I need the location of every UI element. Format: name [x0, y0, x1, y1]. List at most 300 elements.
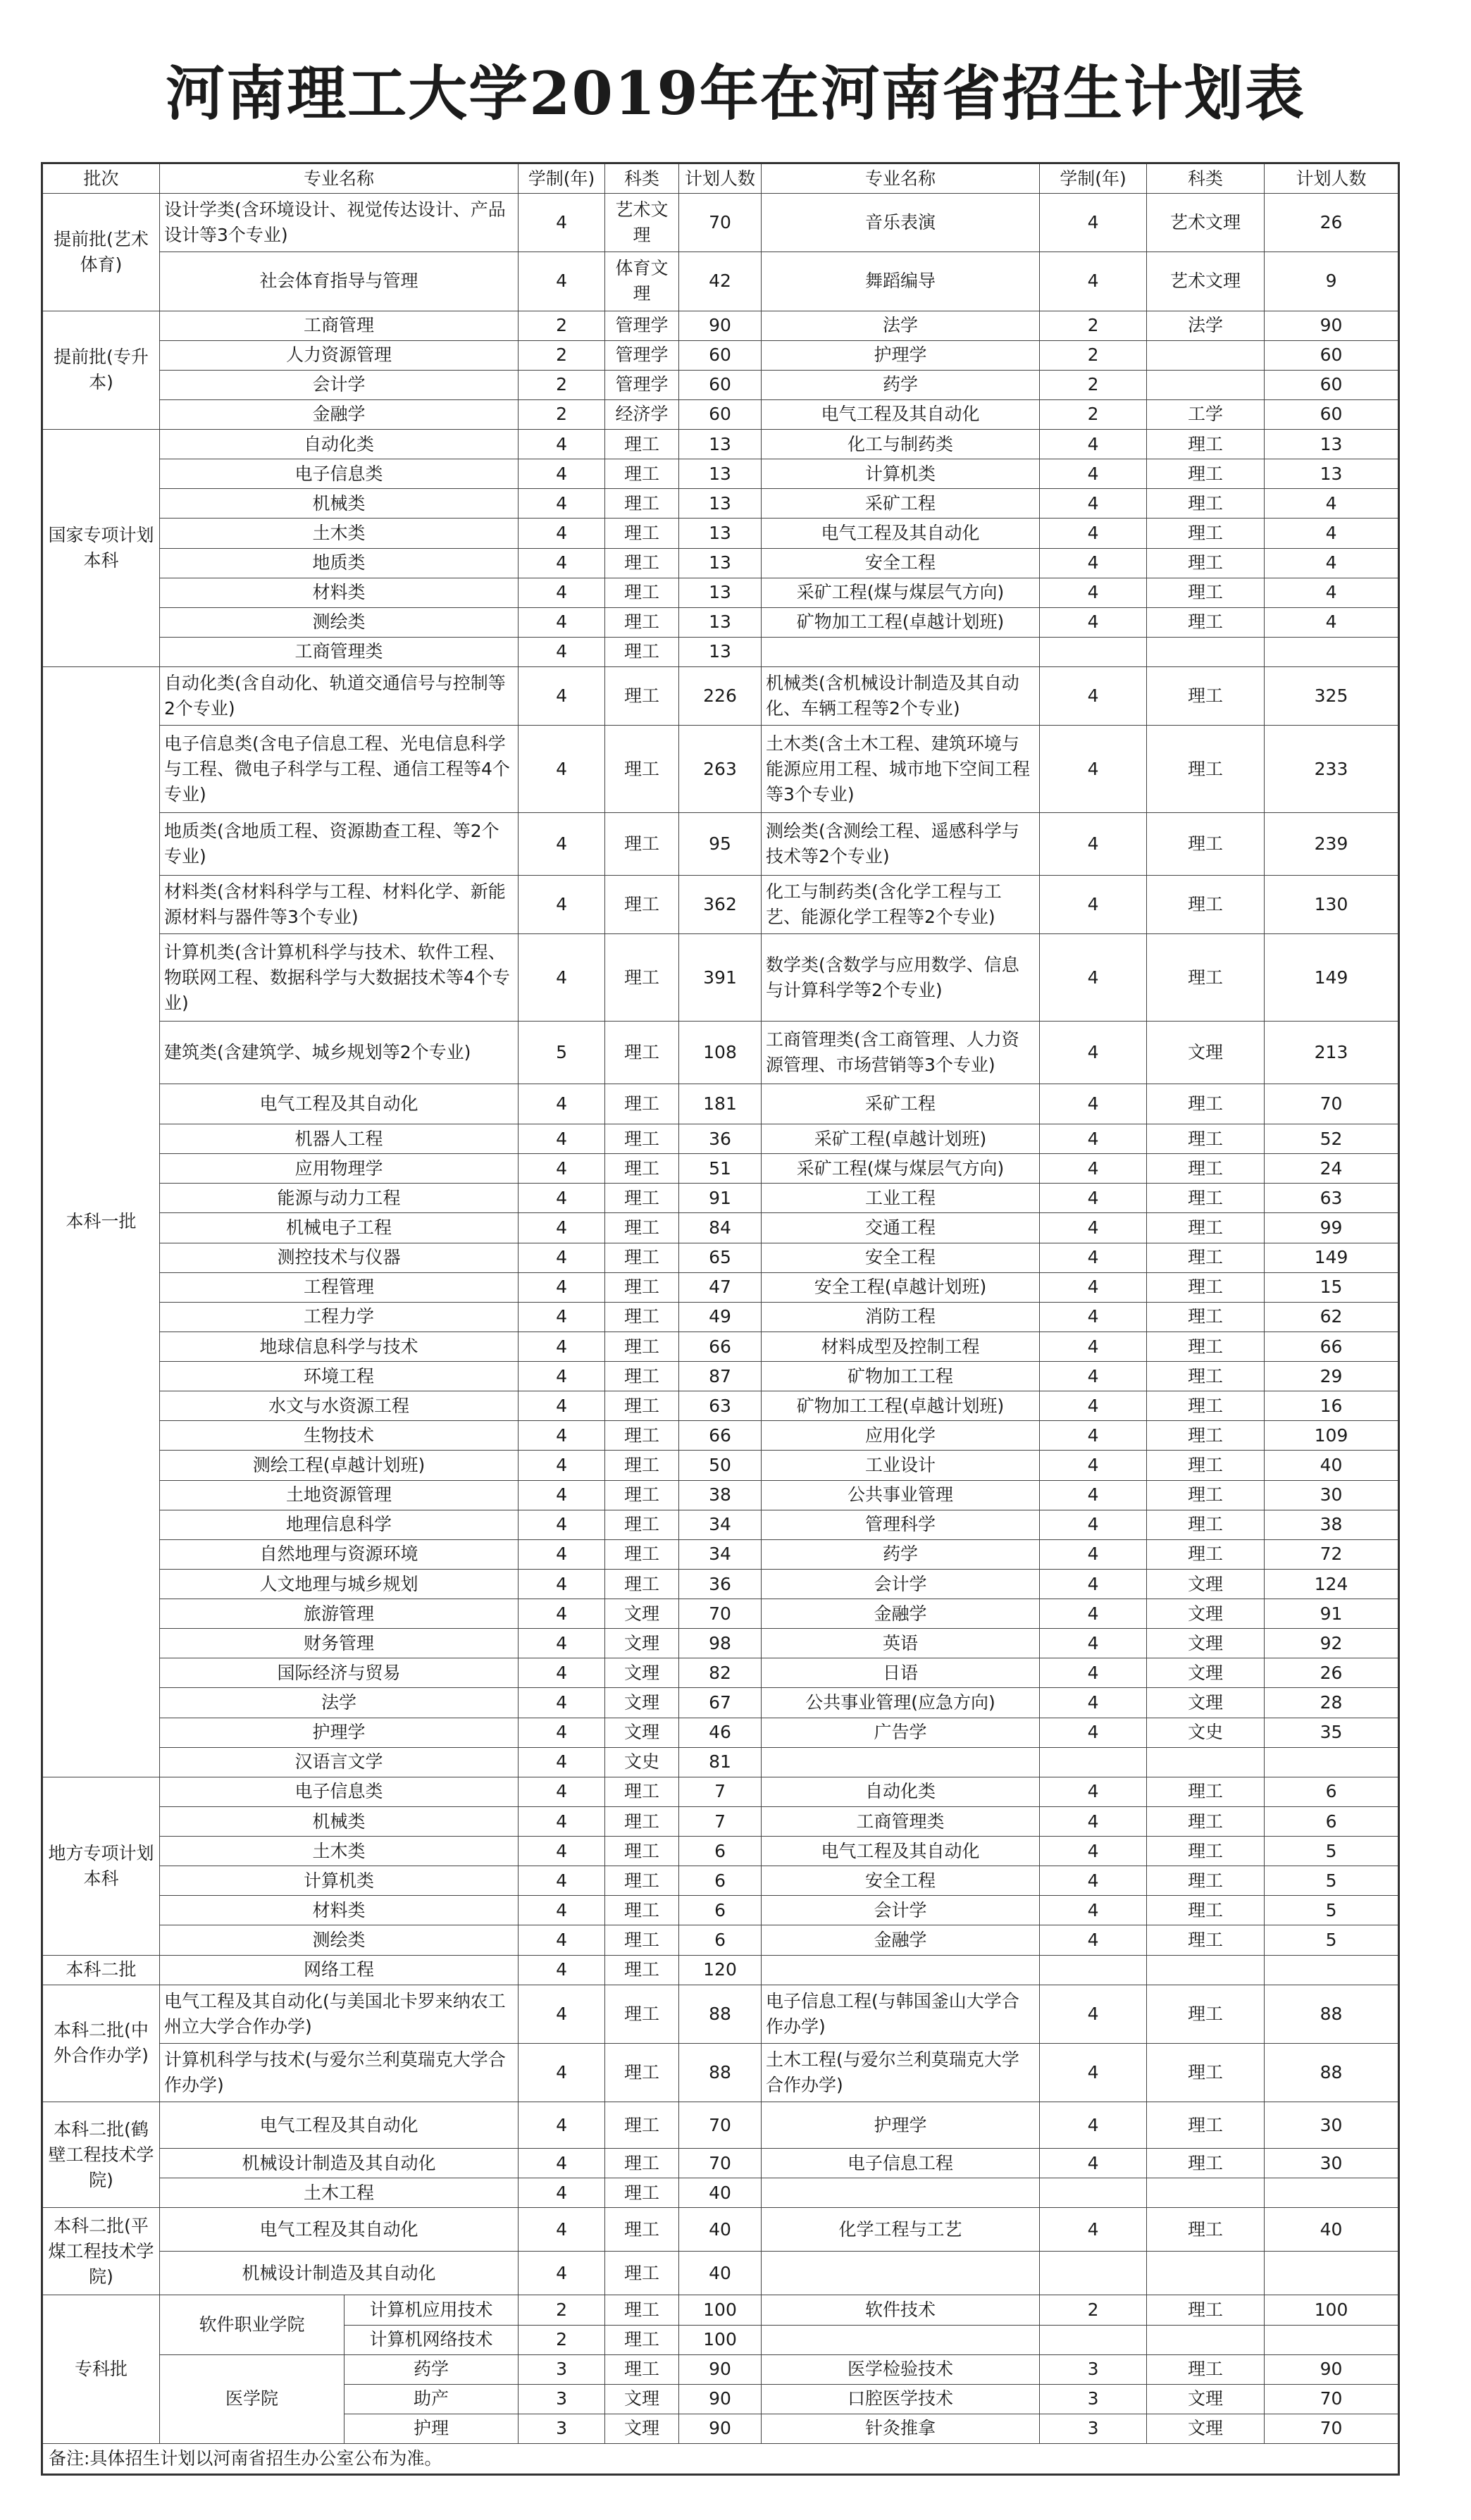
batch-cell: 本科一批 — [42, 667, 160, 1777]
table-row — [42, 1629, 1399, 1658]
left-years: 4 — [519, 2102, 605, 2148]
right-major-name: 会计学 — [762, 1896, 1040, 1925]
right-category: 理工 — [1147, 2354, 1265, 2384]
right-plan-count: 30 — [1265, 2149, 1399, 2178]
right-major-name: 采矿工程 — [762, 489, 1040, 519]
right-category: 理工 — [1147, 578, 1265, 607]
left-major-name: 机器人工程 — [160, 1124, 519, 1154]
right-major-name: 电气工程及其自动化 — [762, 519, 1040, 548]
table-header-row — [42, 163, 1399, 194]
right-plan-count: 6 — [1265, 1806, 1399, 1836]
right-plan-count: 6 — [1265, 1777, 1399, 1806]
right-category — [1147, 2252, 1265, 2295]
left-major-name: 土地资源管理 — [160, 1480, 519, 1510]
left-years: 4 — [519, 519, 605, 548]
left-category: 理工 — [605, 876, 679, 934]
left-plan-count: 88 — [679, 1985, 762, 2043]
table-row — [42, 1391, 1399, 1421]
left-years: 4 — [519, 1124, 605, 1154]
right-plan-count: 29 — [1265, 1362, 1399, 1391]
header-batch: 批次 — [42, 163, 160, 194]
left-major-name: 材料类 — [160, 578, 519, 607]
right-plan-count: 13 — [1265, 430, 1399, 459]
left-plan-count: 6 — [679, 1925, 762, 1955]
left-years: 4 — [519, 813, 605, 876]
right-category: 理工 — [1147, 876, 1265, 934]
left-plan-count: 263 — [679, 726, 762, 813]
left-category: 理工 — [605, 1332, 679, 1361]
right-category: 工学 — [1147, 399, 1265, 429]
table-row — [42, 1985, 1399, 2043]
right-major-name: 药学 — [762, 370, 1040, 399]
right-plan-count: 91 — [1265, 1599, 1399, 1629]
right-plan-count: 149 — [1265, 1243, 1399, 1272]
table-row — [42, 578, 1399, 607]
left-category: 理工 — [605, 1539, 679, 1569]
batch-cell: 国家专项计划本科 — [42, 430, 160, 667]
left-category: 理工 — [605, 2252, 679, 2295]
right-major-name: 化工与制药类(含化学工程与工艺、能源化学工程等2个专业) — [762, 876, 1040, 934]
left-plan-count: 42 — [679, 252, 762, 311]
table-row — [42, 430, 1399, 459]
left-category: 理工 — [605, 1896, 679, 1925]
table-row — [42, 1896, 1399, 1925]
right-years — [1040, 1955, 1147, 1985]
left-category: 理工 — [605, 1985, 679, 2043]
right-years: 2 — [1040, 311, 1147, 340]
right-years: 2 — [1040, 399, 1147, 429]
table-row — [42, 1955, 1399, 1985]
right-years — [1040, 1747, 1147, 1777]
left-category: 理工 — [605, 1022, 679, 1084]
right-major-name: 日语 — [762, 1658, 1040, 1688]
right-plan-count: 4 — [1265, 607, 1399, 637]
right-major-name: 安全工程 — [762, 1866, 1040, 1896]
left-years: 2 — [519, 2325, 605, 2354]
right-plan-count: 99 — [1265, 1213, 1399, 1243]
right-years: 3 — [1040, 2414, 1147, 2443]
right-category: 理工 — [1147, 1391, 1265, 1421]
left-plan-count: 87 — [679, 1362, 762, 1391]
left-category: 理工 — [605, 1569, 679, 1599]
left-category: 经济学 — [605, 399, 679, 429]
right-major-name: 采矿工程(煤与煤层气方向) — [762, 1154, 1040, 1184]
header-major-left: 专业名称 — [160, 163, 519, 194]
right-category: 理工 — [1147, 1866, 1265, 1896]
left-plan-count: 90 — [679, 2354, 762, 2384]
right-plan-count: 30 — [1265, 2102, 1399, 2148]
right-major-name — [762, 1747, 1040, 1777]
right-years: 4 — [1040, 1421, 1147, 1451]
right-years: 3 — [1040, 2384, 1147, 2414]
table-row — [42, 1362, 1399, 1391]
right-plan-count: 70 — [1265, 2384, 1399, 2414]
right-years: 4 — [1040, 1599, 1147, 1629]
left-years: 4 — [519, 2178, 605, 2208]
right-years — [1040, 2252, 1147, 2295]
right-category — [1147, 1747, 1265, 1777]
left-major-name: 建筑类(含建筑学、城乡规划等2个专业) — [160, 1022, 519, 1084]
left-years: 4 — [519, 1777, 605, 1806]
left-years: 5 — [519, 1022, 605, 1084]
college-cell: 软件职业学院 — [160, 2295, 345, 2354]
left-category: 理工 — [605, 1955, 679, 1985]
table-row — [42, 2102, 1399, 2148]
right-plan-count: 90 — [1265, 311, 1399, 340]
right-years: 4 — [1040, 1154, 1147, 1184]
left-years: 4 — [519, 1837, 605, 1866]
right-major-name: 护理学 — [762, 340, 1040, 370]
left-major-name: 护理学 — [160, 1718, 519, 1747]
right-years: 4 — [1040, 578, 1147, 607]
right-major-name: 材料成型及控制工程 — [762, 1332, 1040, 1361]
left-years: 4 — [519, 489, 605, 519]
left-category: 艺术文理 — [605, 194, 679, 252]
table-row — [42, 637, 1399, 666]
right-category: 理工 — [1147, 813, 1265, 876]
left-years: 2 — [519, 311, 605, 340]
table-row — [42, 934, 1399, 1022]
right-plan-count: 26 — [1265, 1658, 1399, 1688]
right-years: 4 — [1040, 1451, 1147, 1480]
right-years: 4 — [1040, 430, 1147, 459]
right-years: 4 — [1040, 1837, 1147, 1866]
table-row — [42, 726, 1399, 813]
left-major-name: 网络工程 — [160, 1955, 519, 1985]
batch-cell: 提前批(专升本) — [42, 311, 160, 430]
left-plan-count: 13 — [679, 459, 762, 489]
left-years: 4 — [519, 1451, 605, 1480]
left-category: 理工 — [605, 1451, 679, 1480]
right-years: 3 — [1040, 2354, 1147, 2384]
left-category: 理工 — [605, 1243, 679, 1272]
left-major-name: 自然地理与资源环境 — [160, 1539, 519, 1569]
right-major-name: 工商管理类 — [762, 1806, 1040, 1836]
left-years: 4 — [519, 1747, 605, 1777]
left-years: 4 — [519, 637, 605, 666]
left-category: 理工 — [605, 2043, 679, 2102]
right-plan-count — [1265, 2252, 1399, 2295]
right-years: 4 — [1040, 1510, 1147, 1539]
right-plan-count: 5 — [1265, 1896, 1399, 1925]
left-plan-count: 100 — [679, 2295, 762, 2325]
left-major-name: 电子信息类 — [160, 459, 519, 489]
right-years: 4 — [1040, 1718, 1147, 1747]
right-category — [1147, 637, 1265, 666]
table-row — [42, 194, 1399, 252]
left-category: 理工 — [605, 2295, 679, 2325]
left-category: 管理学 — [605, 340, 679, 370]
right-category: 文理 — [1147, 2414, 1265, 2443]
left-plan-count: 70 — [679, 2149, 762, 2178]
left-plan-count: 13 — [679, 519, 762, 548]
left-category: 文理 — [605, 1599, 679, 1629]
right-plan-count: 239 — [1265, 813, 1399, 876]
right-plan-count: 70 — [1265, 1084, 1399, 1124]
left-years: 4 — [519, 607, 605, 637]
left-major-name: 工商管理类 — [160, 637, 519, 666]
left-major-name: 电气工程及其自动化 — [160, 2102, 519, 2148]
left-plan-count: 60 — [679, 370, 762, 399]
left-years: 4 — [519, 1896, 605, 1925]
right-category: 理工 — [1147, 1480, 1265, 1510]
table-row — [42, 813, 1399, 876]
left-major-name: 护理 — [345, 2414, 519, 2443]
right-plan-count: 213 — [1265, 1022, 1399, 1084]
right-plan-count: 4 — [1265, 519, 1399, 548]
left-years: 4 — [519, 1391, 605, 1421]
right-major-name: 交通工程 — [762, 1213, 1040, 1243]
right-years: 4 — [1040, 1124, 1147, 1154]
right-category: 文史 — [1147, 1718, 1265, 1747]
left-years: 4 — [519, 194, 605, 252]
left-plan-count: 34 — [679, 1510, 762, 1539]
left-plan-count: 95 — [679, 813, 762, 876]
left-category: 理工 — [605, 489, 679, 519]
table-row — [42, 876, 1399, 934]
right-years: 4 — [1040, 194, 1147, 252]
header-plan-left: 计划人数 — [679, 163, 762, 194]
right-major-name: 自动化类 — [762, 1777, 1040, 1806]
left-plan-count: 66 — [679, 1421, 762, 1451]
left-years: 4 — [519, 2252, 605, 2295]
right-major-name: 采矿工程(煤与煤层气方向) — [762, 578, 1040, 607]
left-plan-count: 7 — [679, 1777, 762, 1806]
right-category: 理工 — [1147, 2043, 1265, 2102]
left-years: 4 — [519, 876, 605, 934]
right-major-name: 口腔医学技术 — [762, 2384, 1040, 2414]
right-years: 4 — [1040, 489, 1147, 519]
right-major-name: 会计学 — [762, 1569, 1040, 1599]
right-major-name: 金融学 — [762, 1599, 1040, 1629]
right-years: 4 — [1040, 607, 1147, 637]
header-category-left: 科类 — [605, 163, 679, 194]
right-category: 文理 — [1147, 1599, 1265, 1629]
right-years: 4 — [1040, 2149, 1147, 2178]
right-plan-count: 100 — [1265, 2295, 1399, 2325]
table-row — [42, 252, 1399, 311]
right-category: 理工 — [1147, 1539, 1265, 1569]
left-years: 2 — [519, 399, 605, 429]
right-plan-count: 26 — [1265, 194, 1399, 252]
left-category: 理工 — [605, 2102, 679, 2148]
left-plan-count: 98 — [679, 1629, 762, 1658]
right-category: 理工 — [1147, 489, 1265, 519]
left-category: 理工 — [605, 1154, 679, 1184]
right-plan-count: 62 — [1265, 1302, 1399, 1332]
left-major-name: 电气工程及其自动化 — [160, 1084, 519, 1124]
left-category: 文理 — [605, 1688, 679, 1718]
table-row — [42, 1925, 1399, 1955]
left-major-name: 能源与动力工程 — [160, 1184, 519, 1213]
left-years: 4 — [519, 2043, 605, 2102]
left-major-name: 测绘工程(卓越计划班) — [160, 1451, 519, 1480]
left-major-name: 人力资源管理 — [160, 340, 519, 370]
left-years: 4 — [519, 1866, 605, 1896]
left-category: 理工 — [605, 1184, 679, 1213]
left-major-name: 设计学类(含环境设计、视觉传达设计、产品设计等3个专业) — [160, 194, 519, 252]
left-major-name: 地质类(含地质工程、资源勘查工程、等2个专业) — [160, 813, 519, 876]
right-plan-count: 30 — [1265, 1480, 1399, 1510]
table-row — [42, 1480, 1399, 1510]
left-major-name: 金融学 — [160, 399, 519, 429]
left-years: 3 — [519, 2384, 605, 2414]
left-category: 理工 — [605, 1302, 679, 1332]
table-row — [42, 607, 1399, 637]
left-category: 文理 — [605, 1629, 679, 1658]
left-years: 4 — [519, 1421, 605, 1451]
table-row — [42, 399, 1399, 429]
left-major-name: 地质类 — [160, 548, 519, 578]
left-years: 3 — [519, 2414, 605, 2443]
left-years: 4 — [519, 1658, 605, 1688]
right-major-name: 化工与制药类 — [762, 430, 1040, 459]
left-category: 理工 — [605, 459, 679, 489]
right-category: 理工 — [1147, 1806, 1265, 1836]
right-years — [1040, 637, 1147, 666]
right-category: 理工 — [1147, 607, 1265, 637]
left-category: 理工 — [605, 1866, 679, 1896]
left-years: 4 — [519, 1480, 605, 1510]
right-major-name: 管理科学 — [762, 1510, 1040, 1539]
right-years: 4 — [1040, 667, 1147, 726]
right-years: 4 — [1040, 1688, 1147, 1718]
left-plan-count: 13 — [679, 489, 762, 519]
right-plan-count: 149 — [1265, 934, 1399, 1022]
right-category: 文理 — [1147, 1658, 1265, 1688]
left-years: 4 — [519, 1302, 605, 1332]
left-plan-count: 36 — [679, 1569, 762, 1599]
left-category: 理工 — [605, 1272, 679, 1302]
right-years: 4 — [1040, 1213, 1147, 1243]
left-years: 4 — [519, 1925, 605, 1955]
right-category — [1147, 340, 1265, 370]
right-category: 理工 — [1147, 1302, 1265, 1332]
table-row — [42, 2252, 1399, 2295]
right-category: 艺术文理 — [1147, 194, 1265, 252]
left-major-name: 人文地理与城乡规划 — [160, 1569, 519, 1599]
left-years: 4 — [519, 667, 605, 726]
left-plan-count: 7 — [679, 1806, 762, 1836]
batch-cell: 本科二批(中外合作办学) — [42, 1985, 160, 2102]
table-row — [42, 489, 1399, 519]
right-category: 理工 — [1147, 1243, 1265, 1272]
left-major-name: 计算机科学与技术(与爱尔兰利莫瑞克大学合作办学) — [160, 2043, 519, 2102]
left-plan-count: 82 — [679, 1658, 762, 1688]
left-major-name: 汉语言文学 — [160, 1747, 519, 1777]
batch-cell: 本科二批 — [42, 1955, 160, 1985]
left-category: 理工 — [605, 2354, 679, 2384]
left-category: 理工 — [605, 430, 679, 459]
right-category: 理工 — [1147, 1124, 1265, 1154]
right-category — [1147, 370, 1265, 399]
left-plan-count: 70 — [679, 194, 762, 252]
left-major-name: 工程力学 — [160, 1302, 519, 1332]
college-cell: 医学院 — [160, 2354, 345, 2443]
note-row — [42, 2444, 1399, 2475]
right-category: 理工 — [1147, 1777, 1265, 1806]
left-plan-count: 6 — [679, 1837, 762, 1866]
left-major-name: 机械类 — [160, 1806, 519, 1836]
right-category: 理工 — [1147, 667, 1265, 726]
right-plan-count: 124 — [1265, 1569, 1399, 1599]
right-plan-count: 5 — [1265, 1925, 1399, 1955]
left-major-name: 机械类 — [160, 489, 519, 519]
right-major-name: 矿物加工工程(卓越计划班) — [762, 1391, 1040, 1421]
right-years: 4 — [1040, 1332, 1147, 1361]
right-major-name: 广告学 — [762, 1718, 1040, 1747]
left-major-name: 测绘类 — [160, 1925, 519, 1955]
right-plan-count: 5 — [1265, 1837, 1399, 1866]
right-category: 法学 — [1147, 311, 1265, 340]
table-row — [42, 2043, 1399, 2102]
right-years: 4 — [1040, 1866, 1147, 1896]
right-category: 理工 — [1147, 2102, 1265, 2148]
left-major-name: 计算机类 — [160, 1866, 519, 1896]
left-plan-count: 6 — [679, 1896, 762, 1925]
left-years: 4 — [519, 1362, 605, 1391]
right-plan-count: 70 — [1265, 2414, 1399, 2443]
table-row — [42, 1539, 1399, 1569]
table-row — [42, 667, 1399, 726]
right-major-name — [762, 1955, 1040, 1985]
left-plan-count: 13 — [679, 578, 762, 607]
left-plan-count: 38 — [679, 1480, 762, 1510]
table-row — [42, 1837, 1399, 1866]
left-plan-count: 63 — [679, 1391, 762, 1421]
right-category: 文理 — [1147, 1629, 1265, 1658]
left-years: 2 — [519, 370, 605, 399]
left-category: 理工 — [605, 1362, 679, 1391]
left-major-name: 机械设计制造及其自动化 — [160, 2252, 519, 2295]
right-major-name: 舞蹈编导 — [762, 252, 1040, 311]
right-plan-count: 63 — [1265, 1184, 1399, 1213]
left-years: 4 — [519, 1243, 605, 1272]
table-row — [42, 1806, 1399, 1836]
left-years: 4 — [519, 1332, 605, 1361]
left-plan-count: 6 — [679, 1866, 762, 1896]
left-category: 理工 — [605, 2178, 679, 2208]
left-major-name: 电气工程及其自动化(与美国北卡罗来纳农工州立大学合作办学) — [160, 1985, 519, 2043]
right-category: 文理 — [1147, 1688, 1265, 1718]
right-category: 理工 — [1147, 934, 1265, 1022]
right-years: 4 — [1040, 1272, 1147, 1302]
left-category: 理工 — [605, 519, 679, 548]
right-major-name: 安全工程(卓越计划班) — [762, 1272, 1040, 1302]
left-years: 4 — [519, 1539, 605, 1569]
table-row — [42, 1718, 1399, 1747]
right-major-name: 软件技术 — [762, 2295, 1040, 2325]
right-major-name: 采矿工程 — [762, 1084, 1040, 1124]
right-category: 理工 — [1147, 1272, 1265, 1302]
left-plan-count: 70 — [679, 2102, 762, 2148]
left-major-name: 法学 — [160, 1688, 519, 1718]
left-category: 文理 — [605, 2384, 679, 2414]
header-category-right: 科类 — [1147, 163, 1265, 194]
left-plan-count: 47 — [679, 1272, 762, 1302]
right-major-name: 化学工程与工艺 — [762, 2208, 1040, 2252]
left-major-name: 测控技术与仪器 — [160, 1243, 519, 1272]
left-category: 体育文理 — [605, 252, 679, 311]
right-category: 文理 — [1147, 2384, 1265, 2414]
table-row — [42, 1302, 1399, 1332]
left-years: 4 — [519, 1688, 605, 1718]
right-category: 理工 — [1147, 2149, 1265, 2178]
right-category: 文理 — [1147, 1569, 1265, 1599]
right-plan-count: 325 — [1265, 667, 1399, 726]
right-category: 理工 — [1147, 430, 1265, 459]
right-major-name: 工商管理类(含工商管理、人力资源管理、市场营销等3个专业) — [762, 1022, 1040, 1084]
